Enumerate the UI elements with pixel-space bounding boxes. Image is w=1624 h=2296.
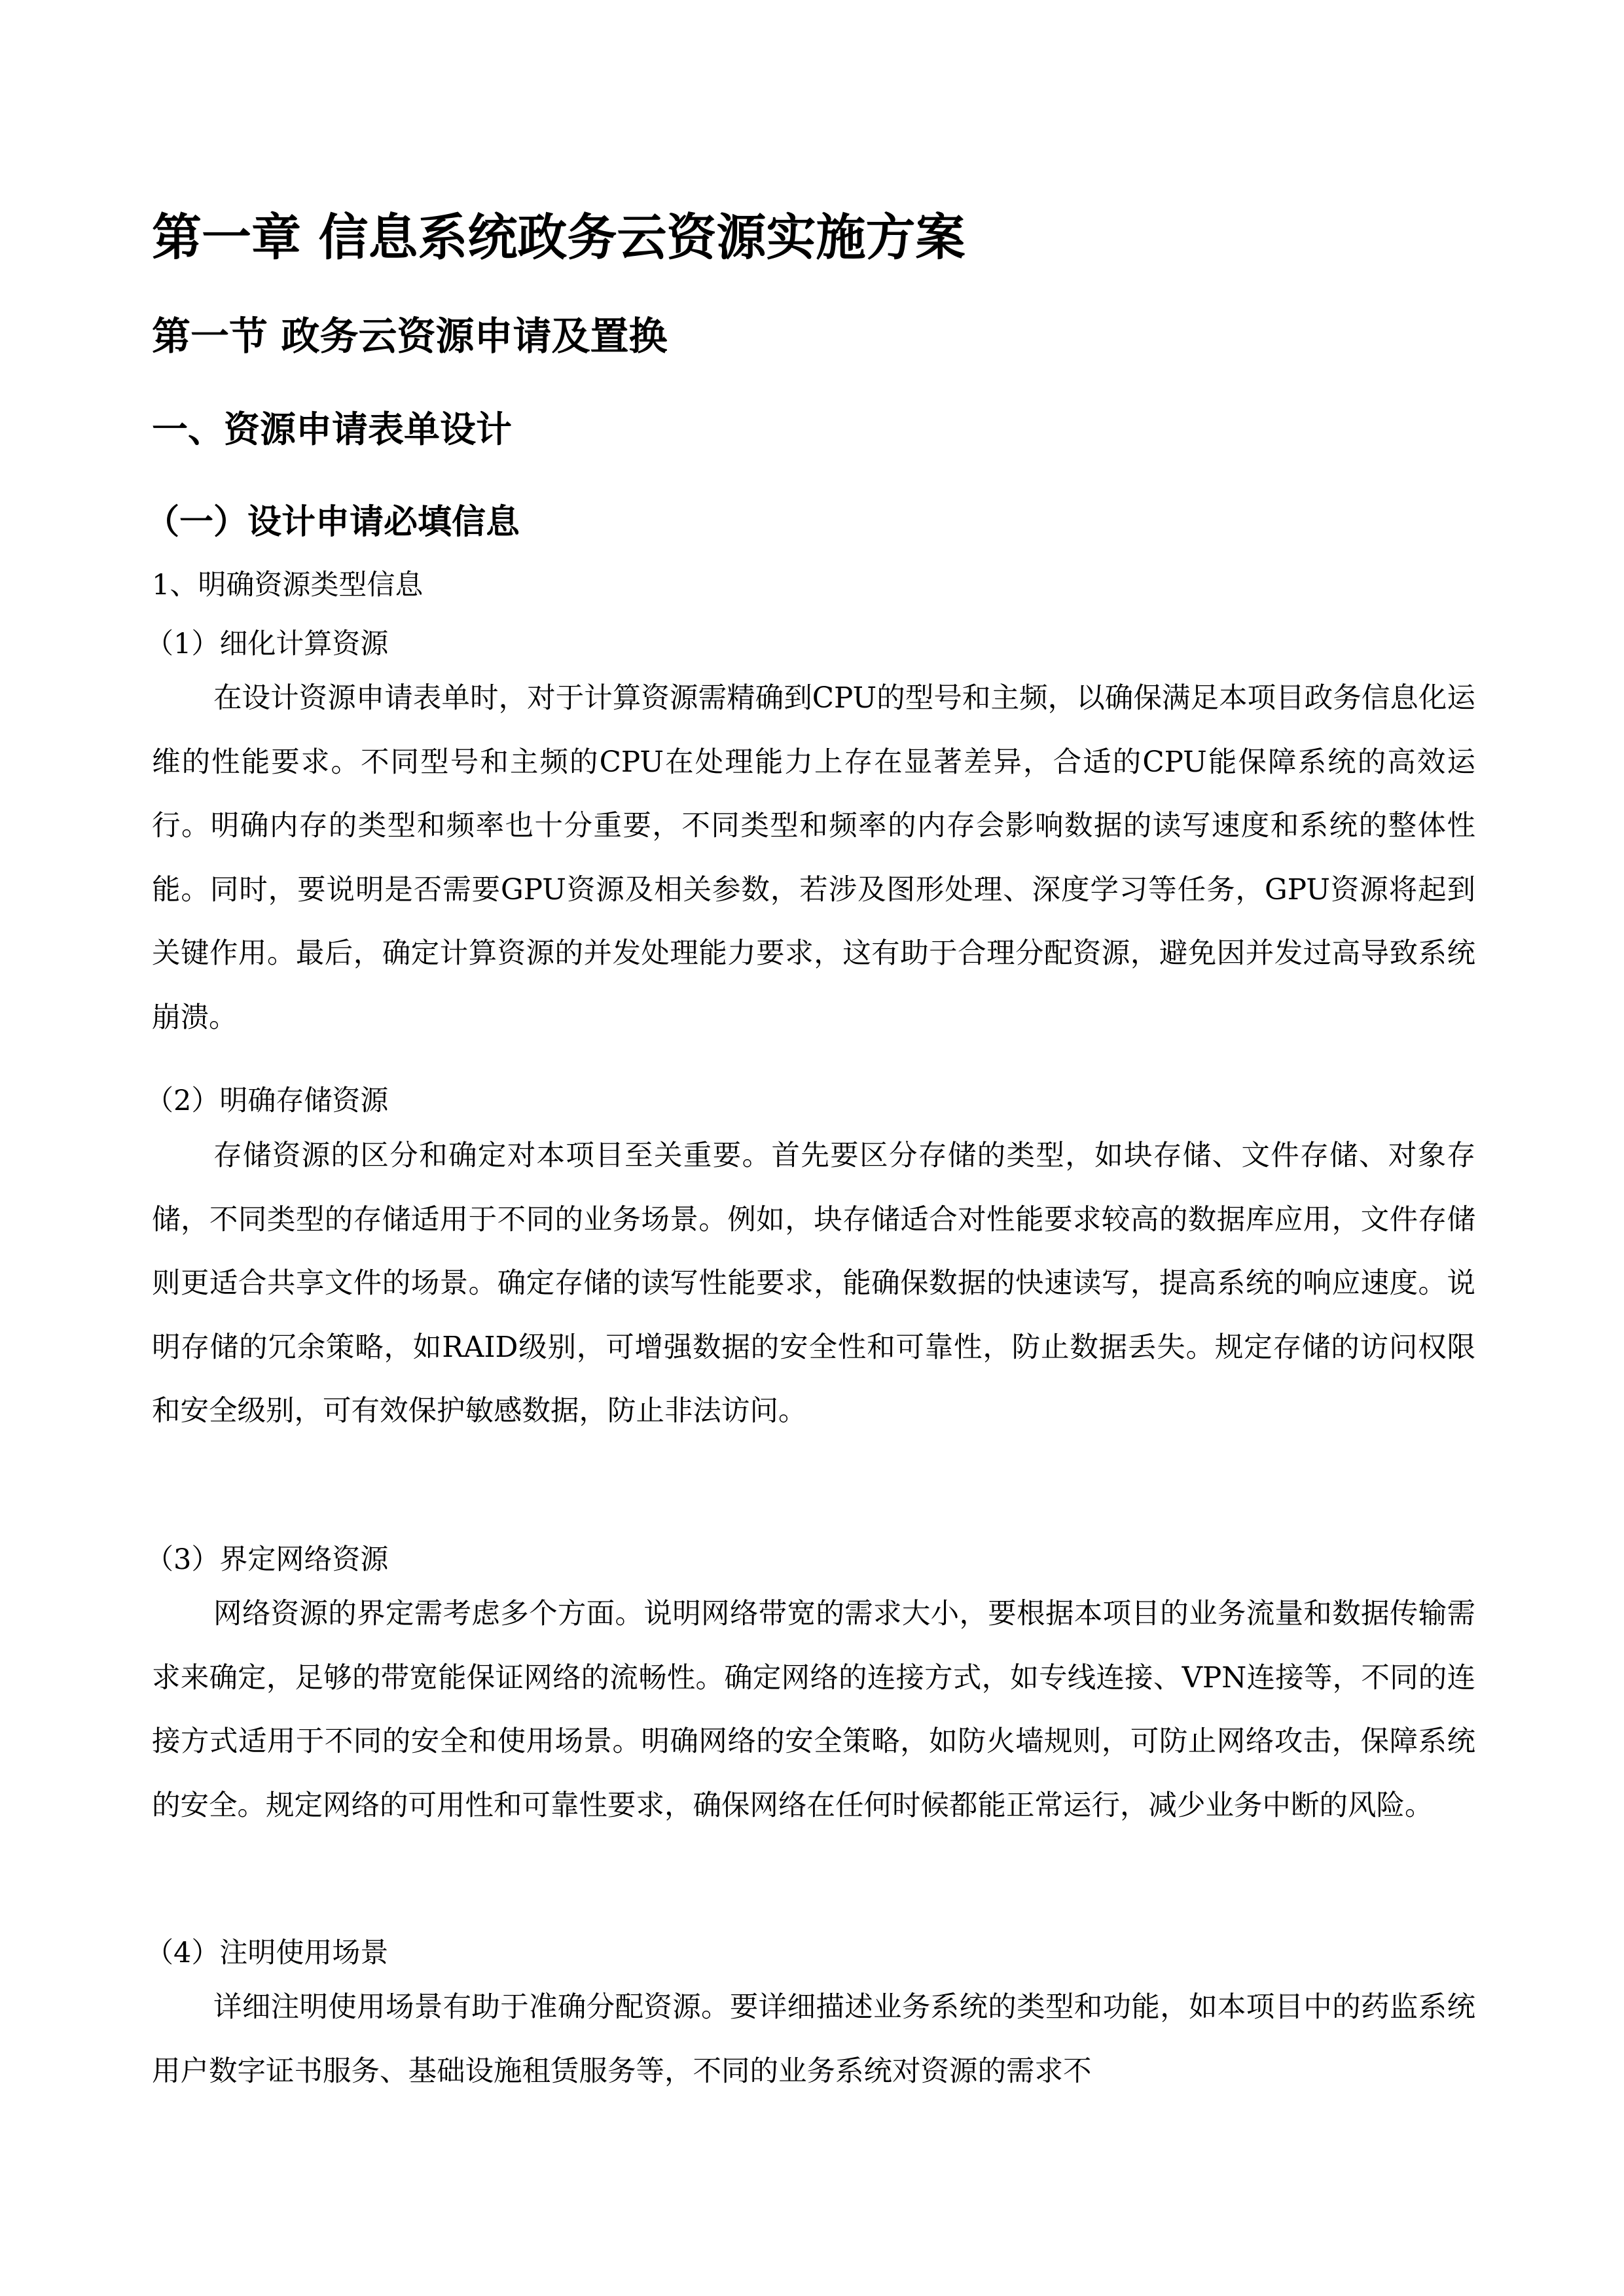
item-title: 1、明确资源类型信息 bbox=[152, 569, 424, 601]
block-text-storage: 存储资源的区分和确定对本项目至关重要。首先要区分存储的类型，如块存储、文件存储、对象存储，不同类型的存储适用于不同的业务场景。例如，块存储适合对性能要求较高的数据库应用，文件存储则更适合共享文件的场景。确定存储的读写性能要求，能确保数据的快速读写，提高系统的响应速度。说明存储的冗余策略，如RAID级别，可增强数据的安全性和可靠性，防止数据丢失。规定存储的访问权限和安全级别，可有效保护敏感数据，防止非法访问。 bbox=[152, 1139, 1475, 1427]
chapter-title: 第一章 信息系统政务云资源实施方案 bbox=[152, 208, 965, 266]
part-title: （一）设计申请必填信息 bbox=[145, 502, 520, 542]
block-heading-storage: （2）明确存储资源 bbox=[145, 1085, 389, 1117]
block-heading-network: （3）界定网络资源 bbox=[145, 1543, 389, 1576]
block-text-network: 网络资源的界定需考虑多个方面。说明网络带宽的需求大小，要根据本项目的业务流量和数据传输需求来确定，足够的带宽能保证网络的流畅性。确定网络的连接方式，如专线连接、VPN连接等，不同的连接方式适用于不同的安全和使用场景。明确网络的安全策略，如防火墙规则，可防止网络攻击，保障系统的安全。规定网络的可用性和可靠性要求，确保网络在任何时候都能正常运行，减少业务中断的风险。 bbox=[152, 1598, 1475, 1822]
block-text-scenario: 详细注明使用场景有助于准确分配资源。要详细描述业务系统的类型和功能，如本项目中的药监系统用户数字证书服务、基础设施租赁服务等，不同的业务系统对资源的需求不 bbox=[152, 1991, 1475, 2088]
block-text-compute: 在设计资源申请表单时，对于计算资源需精确到CPU的型号和主频，以确保满足本项目政务信息化运维的性能要求。不同型号和主频的CPU在处理能力上存在显著差异，合适的CPU能保障系统的高效运行。明确内存的类型和频率也十分重要，不同类型和频率的内存会影响数据的读写速度和系统的整体性能。同时，要说明是否需要GPU资源及相关参数，若涉及图形处理、深度学习等任务，GPU资源将起到关键作用。最后，确定计算资源的并发处理能力要求，这有助于合理分配资源，避免因并发过高导致系统崩溃。 bbox=[152, 682, 1475, 1034]
block-heading-scenario: （4）注明使用场景 bbox=[145, 1937, 389, 1969]
block-heading-compute: （1）细化计算资源 bbox=[145, 628, 389, 660]
section-title: 第一节 政务云资源申请及置换 bbox=[152, 314, 668, 359]
subsection-title: 一、资源申请表单设计 bbox=[152, 408, 513, 450]
